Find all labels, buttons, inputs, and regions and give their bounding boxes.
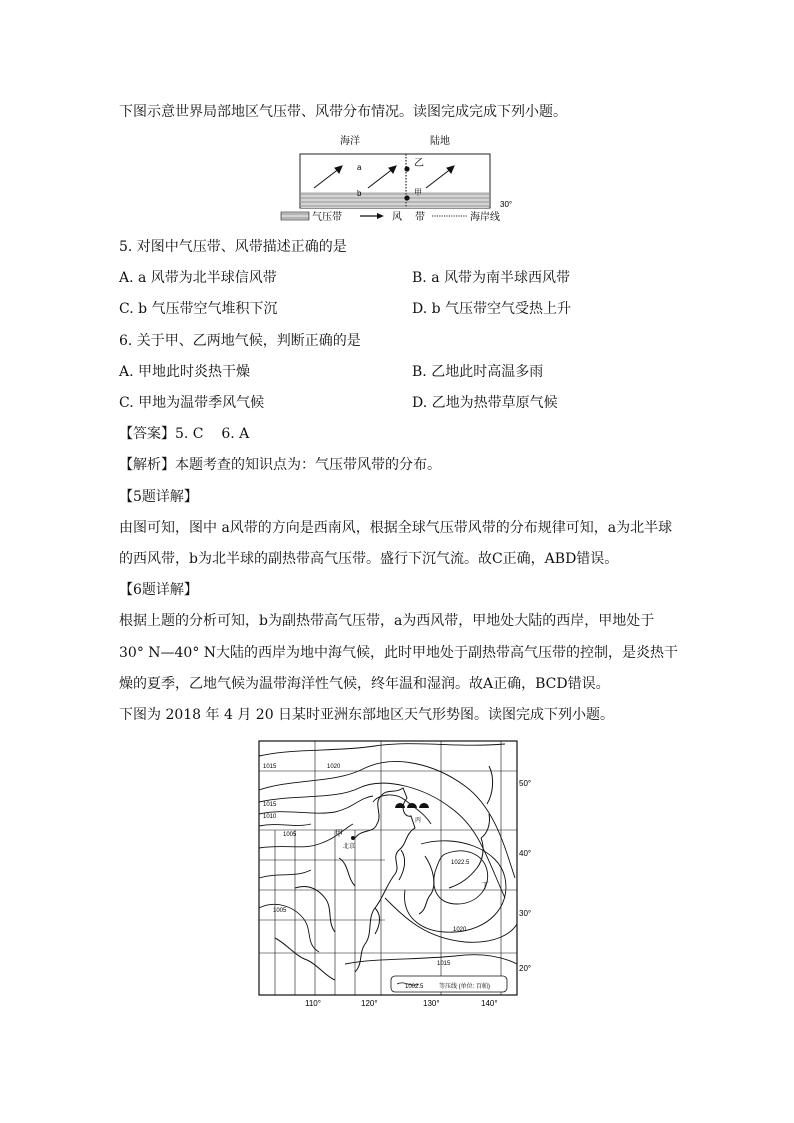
isobar-label: 1005 — [273, 908, 287, 914]
legend-pressure-label: 气压带 — [312, 212, 342, 223]
detail5-line-2: 的西风带，b为北半球的副热带高气压带。盛行下沉气流。故C正确，ABD错误。 — [119, 551, 619, 567]
lat-label: 30° — [519, 909, 532, 918]
intro-text-1: 下图示意世界局部地区气压带、风带分布情况。读图完成完成下列小题。 — [119, 104, 567, 120]
isobar-label: 1015 — [263, 802, 277, 808]
detail6-line-3: 燥的夏季，乙地气候为温带海洋性气候，终年温和湿润。故A正确，BCD错误。 — [119, 676, 610, 692]
lon-label: 120° — [361, 999, 378, 1008]
q6-option-d: D. 乙地为热带草原气候 — [412, 395, 558, 411]
isobar-label: 1020 — [453, 927, 467, 933]
legend-wind-label-1: 风 — [392, 212, 402, 223]
place-beijing: 北京 — [343, 844, 356, 850]
land-label: 陆地 — [430, 136, 450, 147]
q5-option-c: C. b 气压带空气堆积下沉 — [119, 301, 278, 317]
lat-label: 50° — [519, 779, 532, 788]
q5-option-b: B. a 风带为南半球西风带 — [412, 270, 570, 286]
isobar-label: 1010 — [263, 814, 277, 820]
intro-text-2: 下图为 2018 年 4 月 20 日某时亚洲东部地区天气形势图。读图完成下列小题。 — [119, 707, 615, 723]
lat-label: 20° — [519, 964, 532, 973]
detail6-line-2: 30° N—40° N大陆的西岸为地中海气候，此时甲地处于副热带高气压带的控制，是炎热干 — [119, 645, 679, 661]
point-yi — [404, 166, 409, 171]
legend-wind-label-2: 带 — [415, 212, 425, 223]
place-jia: 甲 — [335, 829, 343, 838]
front-symbol — [395, 803, 429, 808]
wind-arrow — [314, 168, 340, 188]
isobar-label: 1015 — [437, 961, 451, 967]
place-ding: 丁 — [481, 881, 489, 890]
q5-stem: 5. 对图中气压带、风带描述正确的是 — [119, 239, 347, 255]
lat-label: 40° — [519, 849, 532, 858]
answer-line: 【答案】5. C 6. A — [119, 426, 250, 442]
legend-text: 等压线 (单位: 百帕) — [439, 984, 490, 990]
wind-arrow — [426, 168, 452, 188]
analysis-line: 【解析】本题考查的知识点为：气压带风带的分布。 — [119, 457, 441, 473]
map-border — [259, 741, 517, 995]
isobar-label: 1015 — [263, 764, 277, 770]
legend-value: 1002.5 — [405, 984, 424, 990]
latitude-label: 30° — [500, 200, 513, 209]
label-b: b — [357, 189, 362, 198]
city-point — [351, 836, 355, 840]
legend-coast-label: 海岸线 — [470, 212, 500, 223]
lon-label: 110° — [305, 999, 321, 1008]
wind-arrow — [368, 168, 394, 188]
pressure-belt-band — [301, 192, 489, 208]
q5-option-d: D. b 气压带空气受热上升 — [412, 301, 572, 317]
lon-label: 130° — [423, 999, 440, 1008]
q6-option-c: C. 甲地为温带季风气候 — [119, 395, 265, 411]
q6-option-a: A. 甲地此时炎热干燥 — [119, 364, 251, 380]
detail6-title: 【6题详解】 — [119, 582, 198, 598]
detail5-line-1: 由图可知，图中 a风带的方向是西南风，根据全球气压带风带的分布规律可知，a为北半球 — [119, 520, 673, 536]
q5-option-a: A. a 风带为北半球信风带 — [119, 270, 277, 286]
label-jia: 甲 — [414, 188, 422, 197]
isobar-label: 1005 — [283, 832, 297, 838]
isobar-label: 1020 — [327, 764, 341, 770]
label-a: a — [357, 163, 362, 172]
isobar-label: 1022.5 — [451, 860, 470, 866]
point-jia — [404, 195, 409, 200]
detail5-title: 【5题详解】 — [119, 489, 198, 505]
pressure-wind-belt-figure — [280, 128, 520, 226]
q6-option-b: B. 乙地此时高温多雨 — [412, 364, 544, 380]
legend-pressure-swatch — [281, 212, 309, 220]
detail6-line-1: 根据上题的分析可知，b为副热带高气压带，a为西风带，甲地处大陆的西岸，甲地处于 — [119, 613, 655, 629]
lon-label: 140° — [481, 999, 498, 1008]
place-bing: 丙 — [415, 818, 422, 824]
weather-map-figure — [255, 738, 545, 1010]
q6-stem: 6. 关于甲、乙两地气候，判断正确的是 — [119, 333, 361, 349]
ocean-label: 海洋 — [340, 136, 360, 147]
label-yi: 乙 — [414, 158, 424, 169]
